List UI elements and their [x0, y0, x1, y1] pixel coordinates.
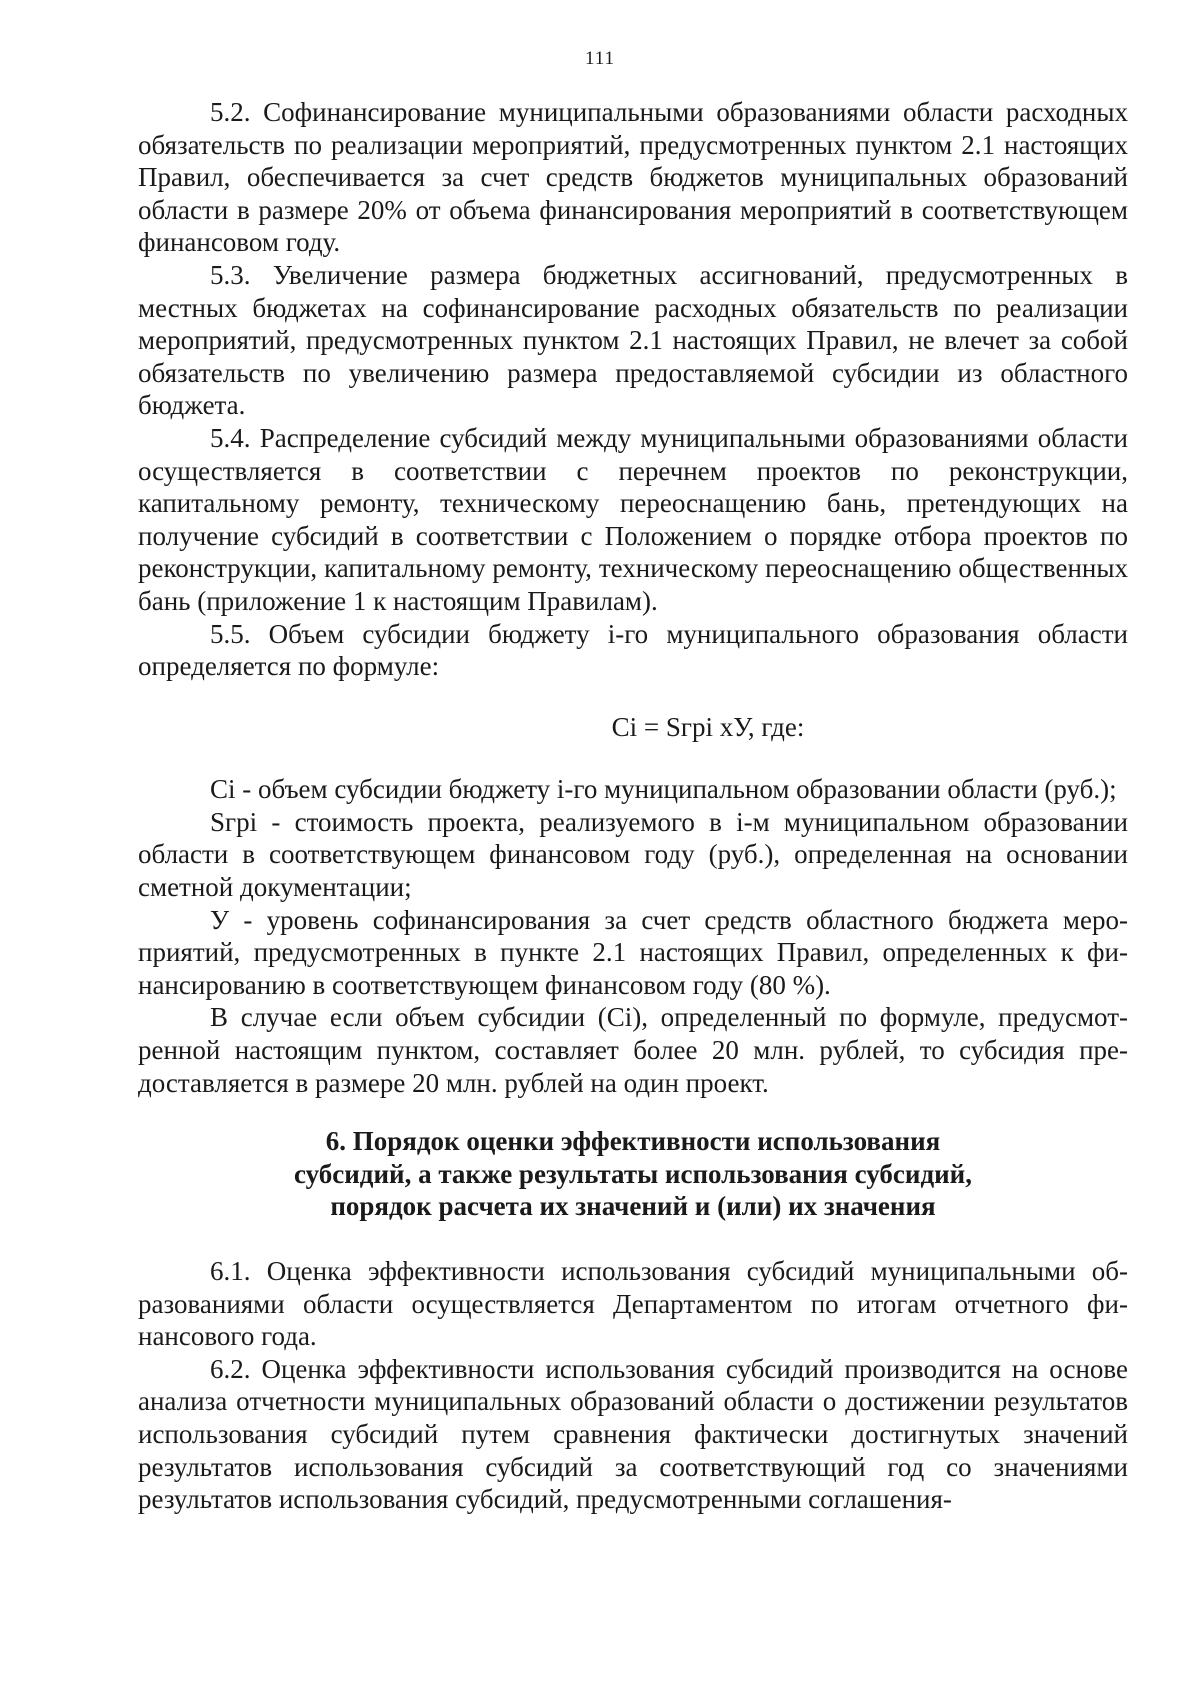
definition-ci: Ci - объем субсидии бюджету i-го муниципальном образовании области (руб.);: [210, 774, 1117, 805]
paragraph-5-4: 5.4. Распределение субсидий между муниципальными образованиями области осуществляется в соответствии с перечнем проектов по реконструкции, капитальному ремонту, техническому переоснащению бань, претендующих на получение субсидий в соответствии с Положением о порядке отбора проектов по реконструкции, капитальному ремонту, техническому переоснащению общественных бань (приложение 1 к настоящим Правилам).: [138, 422, 1128, 616]
document-body: [138, 96, 1128, 1516]
paragraph-6-2: 6.2. Оценка эффективности использования субсидий производится на основе анализа отчетности муниципальных образований области о достижении результатов использования субсидий путем сравнения фактически достигнутых значений результатов использования субсидий за соответствующий год со значениями результатов использования субсидий, предусмотренными соглашения-: [138, 1353, 1128, 1515]
subsidy-limit-paragraph: В случае если объем субсидии (Ci), определенный по формуле, предусмотренной настоящим пунктом, составляет более 20 млн. рублей, то субсидия предоставляется в размере 20 млн. рублей на один проект.: [138, 1002, 1128, 1098]
subsidy-formula: Ci = Sгpi xУ, где:: [611, 711, 805, 742]
paragraph-5-5: 5.5. Объем субсидии бюджету i-го муниципального образования области определяется по формуле:: [138, 618, 1128, 682]
definition-sgpi: Sгpi - стоимость проекта, реализуемого в i-м муниципальном образовании области в соответствующем финансовом году (руб.), определенная на основании сметной документации;: [138, 806, 1128, 903]
section-6-heading-line-2: субсидий, а также результаты использования субсидий,: [293, 1158, 972, 1189]
paragraph-5-2: 5.2. Софинансирование муниципальными образованиями области расходных обязательств по реализации мероприятий, предусмотренных пунктом 2.1 настоящих Правил, обеспечивается за счет средств бюджетов муниципальных образований области в размере 20% от объема финансирования мероприятий в соответствующем финансовом году.: [138, 97, 1128, 258]
paragraph-6-1: 6.1. Оценка эффективности использования субсидий муниципальными образованиями области осуществляется Департаментом по итогам отчетного финансового года.: [138, 1256, 1128, 1352]
formula-definitions: [138, 773, 1128, 1099]
section-6-heading: [138, 1125, 1128, 1223]
section-6-heading-line-1: 6. Порядок оценки эффективности использования: [325, 1126, 941, 1157]
page-number: 111: [584, 48, 616, 69]
paragraph-5-3: 5.3. Увеличение размера бюджетных ассигнований, предусмотренных в местных бюджетах на софинансирование расходных обязательств по реализации мероприятий, предусмотренных пунктом 2.1 настоящих Правил, не влечет за собой обязательств по увеличению размера предоставляемой субсидии из областного бюджета.: [138, 259, 1128, 421]
definition-u: У - уровень софинансирования за счет средств областного бюджета мероприятий, предусмотренных в пункте 2.1 настоящих Правил, определенных к финансированию в соответствующем финансовом году (80 %).: [138, 904, 1128, 1000]
section-6-heading-line-3: порядок расчета их значений и (или) их значения: [330, 1191, 936, 1222]
